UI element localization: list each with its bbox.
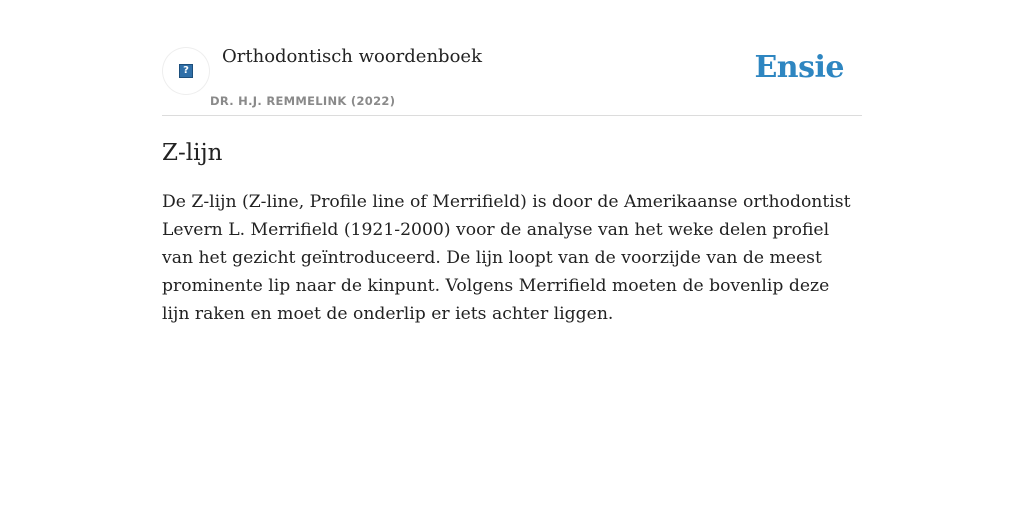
question-book-icon: ? (179, 64, 193, 78)
dictionary-header (162, 40, 862, 116)
entry-card (162, 40, 862, 328)
ensie-logo-link[interactable]: Ensie (754, 50, 844, 85)
dictionary-thumbnail[interactable] (162, 47, 210, 95)
dictionary-author: DR. H.J. REMMELINK (2022) (210, 94, 396, 108)
dictionary-title[interactable]: Orthodontisch woordenboek (222, 46, 482, 67)
entry-title: Z-lijn (162, 140, 223, 166)
entry-definition: De Z-lijn (Z-line, Profile line of Merrifield) is door de Amerikaanse orthodontist Levern L. Merrifield (1921-2000) voor de analyse van het weke delen profiel van het gezicht geïntroduceerd. De lijn loopt van de voorzijde van de meest prominente lip naar de kinpunt. Volgens Merrifield moeten de bovenlip deze lijn raken en moet de onderlip er iets achter liggen. (162, 192, 851, 324)
